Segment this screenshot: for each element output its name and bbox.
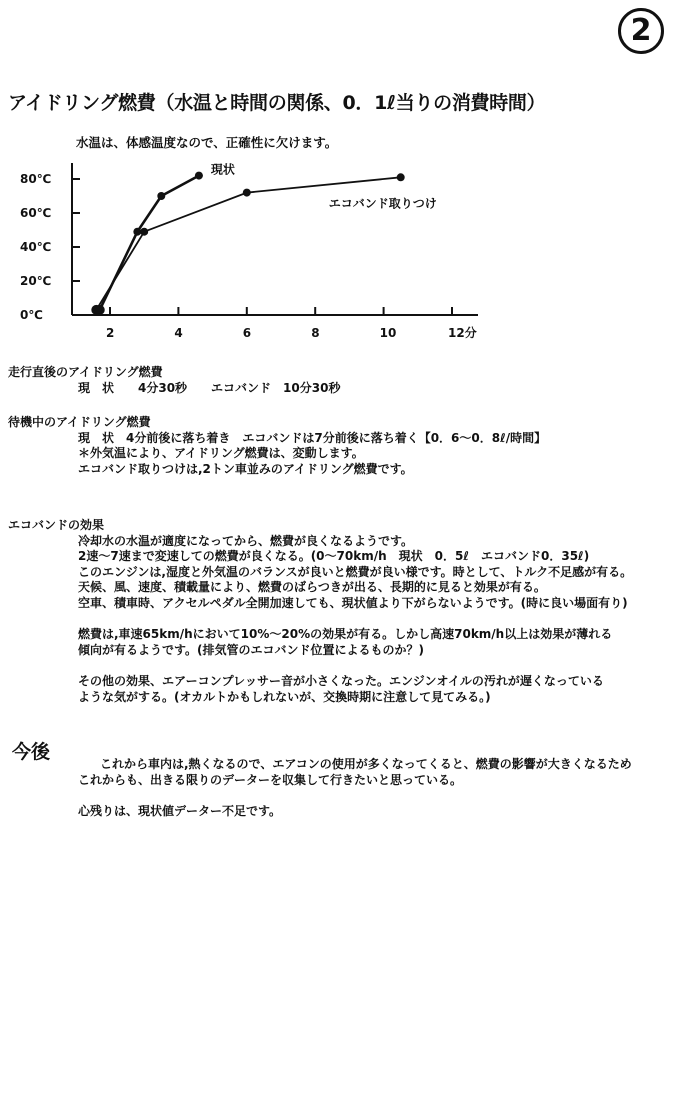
chart-note: 水温は、体感温度なので、正確性に欠けます。 bbox=[76, 135, 338, 150]
x-tick-label: 8 bbox=[311, 326, 320, 340]
section-heading: エコバンドの効果 bbox=[8, 518, 105, 532]
section-after-driving bbox=[8, 365, 340, 396]
section-line: ＊外気温により、アイドリング燃費は、変動します。 bbox=[78, 446, 364, 460]
section-future bbox=[8, 757, 632, 820]
page-title: アイドリング燃費（水温と時間の関係、0．1ℓ当りの消費時間） bbox=[8, 92, 546, 114]
section-line: 空車、積車時、アクセルペダル全開加速しても、現状値より下がらないようです。(時に良い場面有り) bbox=[78, 595, 628, 610]
section-line: このエンジンは,湿度と外気温のバランスが良いと燃費が良い様です。時として、トルク不足感が有る。 bbox=[78, 564, 633, 579]
section-line: 冷却水の水温が適度になってから、燃費が良くなるようです。 bbox=[78, 533, 414, 548]
x-tick-label: 10 bbox=[379, 326, 397, 340]
data-point bbox=[195, 172, 203, 180]
x-tick-label: 12分 bbox=[448, 326, 477, 340]
data-point bbox=[91, 305, 101, 315]
section-line: 現 状 4分前後に落ち着き エコバンドは7分前後に落ち着く【0．6〜0．8ℓ/時間】 bbox=[78, 430, 547, 445]
section-line: その他の効果、エアーコンプレッサー音が小さくなった。エンジンオイルの汚れが遅くなっている bbox=[78, 674, 604, 688]
y-tick-label: 80℃ bbox=[20, 172, 52, 186]
section-heading: 待機中のアイドリング燃費 bbox=[8, 415, 151, 429]
section-heading: 走行直後のアイドリング燃費 bbox=[8, 365, 163, 379]
section-effects bbox=[8, 518, 632, 705]
section-line: 2速〜7速まで変速しての燃費が良くなる。(0〜70km/h 現状 0．5ℓ エコバンド0．35ℓ) bbox=[78, 549, 590, 563]
section-waiting bbox=[8, 415, 546, 477]
future-heading: 今後 bbox=[12, 741, 51, 763]
data-point bbox=[133, 228, 141, 236]
section-line: 燃費は,車速65km/hにおいて10%〜20%の効果が有る。しかし高速70km/h以上は効果が薄れる bbox=[78, 627, 613, 641]
future-line: これから車内は,熱くなるので、エアコンの使用が多くなってくると、燃費の影響が大きくなるため bbox=[100, 757, 632, 771]
y-tick-label: 60℃ bbox=[20, 206, 52, 220]
data-point bbox=[397, 173, 405, 181]
section-line: 現 状 4分30秒 エコバンド 10分30秒 bbox=[78, 380, 341, 395]
section-line: 天候、風、速度、積載量により、燃費のばらつきが出る、長期的に見ると効果が有る。 bbox=[78, 580, 546, 594]
section-line: ような気がする。(オカルトかもしれないが、交換時期に注意して見てみる。) bbox=[78, 689, 491, 704]
section-line: 傾向が有るようです。(排気管のエコバンド位置によるものか？) bbox=[78, 642, 425, 657]
x-tick-label: 4 bbox=[174, 326, 183, 340]
x-tick-label: 2 bbox=[106, 326, 115, 340]
y-tick-label: 40℃ bbox=[20, 240, 52, 254]
idling-chart bbox=[0, 155, 700, 345]
x-tick-label: 6 bbox=[242, 326, 252, 340]
series-label: 現状 bbox=[210, 162, 235, 177]
series-line bbox=[100, 176, 199, 310]
data-point bbox=[157, 192, 165, 200]
page-number: 2 bbox=[618, 8, 664, 54]
series-label: エコバンド取りつけ bbox=[328, 196, 437, 211]
y-tick-label: 0℃ bbox=[20, 308, 43, 322]
future-line: これからも、出きる限りのデーターを収集して行きたいと思っている。 bbox=[78, 772, 463, 787]
section-line: エコバンド取りつけは,2トン車並みのアイドリング燃費です。 bbox=[78, 461, 413, 476]
y-tick-label: 20℃ bbox=[20, 274, 52, 288]
future-last: 心残りは、現状値データー不足です。 bbox=[78, 804, 282, 818]
data-point bbox=[140, 228, 148, 236]
data-point bbox=[243, 189, 251, 197]
